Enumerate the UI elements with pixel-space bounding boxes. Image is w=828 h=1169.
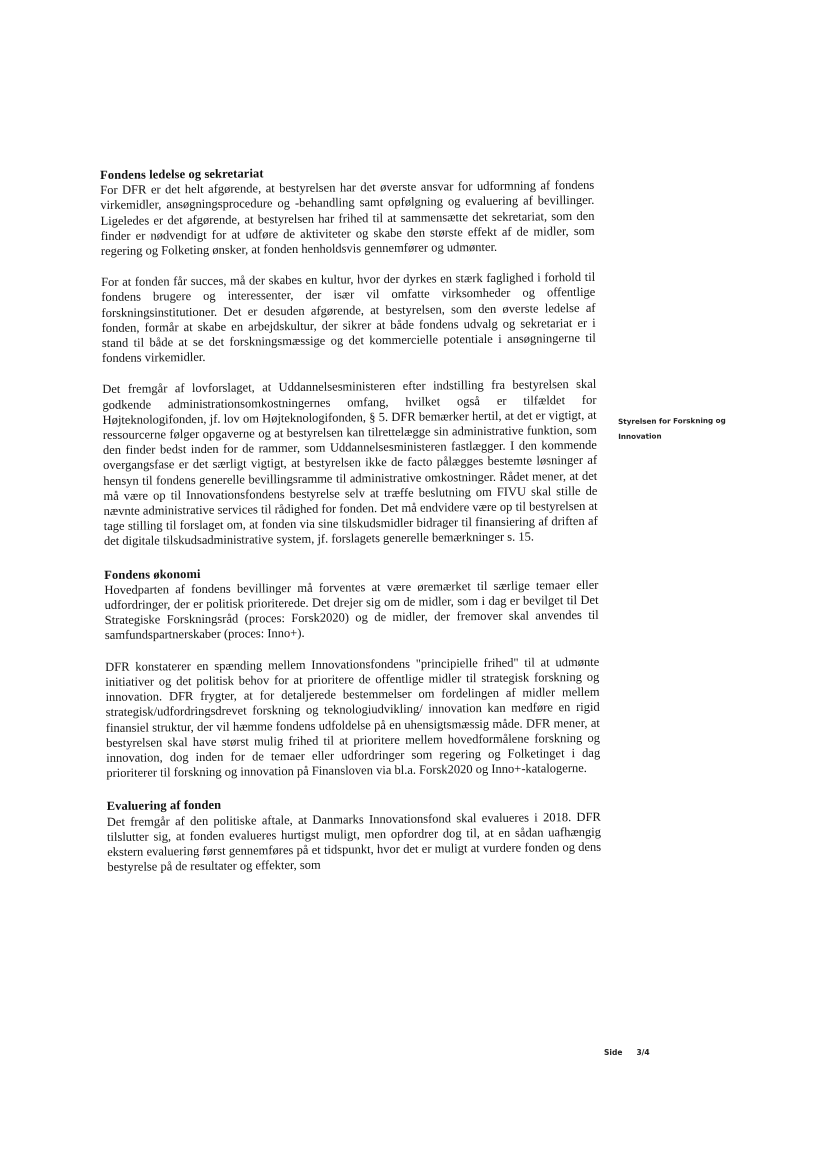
section-oekonomi [104,562,600,781]
paragraph: Det fremgår af lovforslaget, at Uddannelsesministeren efter indstilling fra bestyrelsen skal godkende administrationsomkostningernes omfang, hvilket også er tilfældet for Højteknologifonden, jf. lov om Højteknologifonden, § 5. DFR bemærker hertil, at det er vigtigt, at ressourcerne følger opgaverne og at bestyrelsen kan tilrettelægge sin administrative funktion, som den finder bedst inden for de rammer, som Uddannelsesministeren fastlægger. I den kommende overgangsfase er det særligt vigtigt, at bestyrelsen ikke de facto pålægges bestemte løsninger af hensyn til fondens generelle bevillingsramme til administrative omkostninger. Rådet mener, at det må være op til Innovationsfondens bestyrelse selv at træffe beslutning om FIVU skal stille de nævnte administrative services til rådighed for fonden. Det må endvidere være op til bestyrelsen at tage stilling til forslaget om, at fonden via sine tilskudsmidler bidrager til finansiering af driften af det digitale tilskudsadministrative system, jf. forslagets generelle bemærkninger s. 15. [102,377,598,549]
section-evaluering [107,794,602,875]
section-heading: Fondens ledelse og sekretariat [100,166,264,182]
paragraph: Hovedparten af fondens bevillinger må forventes at være øremærket til særlige temaer eller udfordringer, der er politisk prioriterede. Det drejer sig om de midler, som i dag er bevilget til Det Strategiske Forskningsråd (proces: Forsk2020) og de midler, der fremover skal anvendes til samfundspartnerskaber (proces: Inno+). [104,577,599,643]
sender-sidebar [618,412,768,444]
paragraph: DFR konstaterer en spænding mellem Innovationsfondens "principielle frihed" til at udmønte initiativer og det politisk behov for at prioritere de offentlige midler til strategisk forskning og innovation. DFR frygter, at for detaljerede bestemmelser om fordelingen af midler mellem strategisk/udfordringsdrevet forskning og teknologiudvikling/ innovation kan medføre en rigid finansiel struktur, der vil hæmme fondens udfoldelse på en uhensigtsmæssig måde. DFR mener, at bestyrelsen skal have størst mulig frihed til at prioritere mellem hovedformålene forskning og innovation, dog inden for de temaer eller udfordringer som regering og Folketinget i dag prioriterer til forskning og innovation på Finansloven via bl.a. Forsk2020 og Inno+-katalogerne. [105,654,601,781]
page-footer [604,1048,650,1057]
sender-line: Innovation [618,431,662,441]
paragraph: For DFR er det helt afgørende, at bestyrelsen har det øverste ansvar for udformning af fondens virkemidler, ansøgningsprocedure og -behandling samt opfølgning og evaluering af bevillinger. Ligeledes er det afgørende, at bestyrelsen har frihed til at sammensætte det sekretariat, som den finder er nødvendigt for at udføre de aktiviteter og skabe den største effekt af de midler, som regering og Folketing ønsker, at fonden henholdsvis gennemfører og udmønter. [100,178,595,259]
section-heading: Fondens økonomi [104,566,201,582]
section-heading: Evaluering af fonden [106,798,222,814]
section-ledelse [100,163,598,550]
sender-line: Styrelsen for Forskning og [618,415,726,426]
page-number: 3/4 [636,1048,650,1057]
paragraph: For at fonden får succes, må der skabes en kultur, hvor der dyrkes en stærk faglighed i forhold til fondens brugere og interessenter, der især vil omfatte virksomheder og offentlige forskningsinstitutioner. Det er desuden afgørende, at bestyrelsen, som den øverste ledelse af fonden, formår at skabe en arbejdskultur, der sikrer at både fondens udvalg og sekretariat er i stand til både at se det forskningsmæssige og det kommercielle potentiale i ansøgningerne til fondens virkemidler. [101,270,596,366]
page-label: Side [604,1048,623,1057]
paragraph: Det fremgår af den politiske aftale, at Danmarks Innovationsfond skal evalueres i 2018. DFR tilslutter sig, at fonden evalueres hurtigst muligt, men opfordrer dog til, at en sådan uafhængig ekstern evaluering først gennemføres på et tidspunkt, hvor det er muligt at vurdere fonden og dens bestyrelse på de resultater og effekter, som [106,809,602,875]
main-text-column [100,163,602,893]
